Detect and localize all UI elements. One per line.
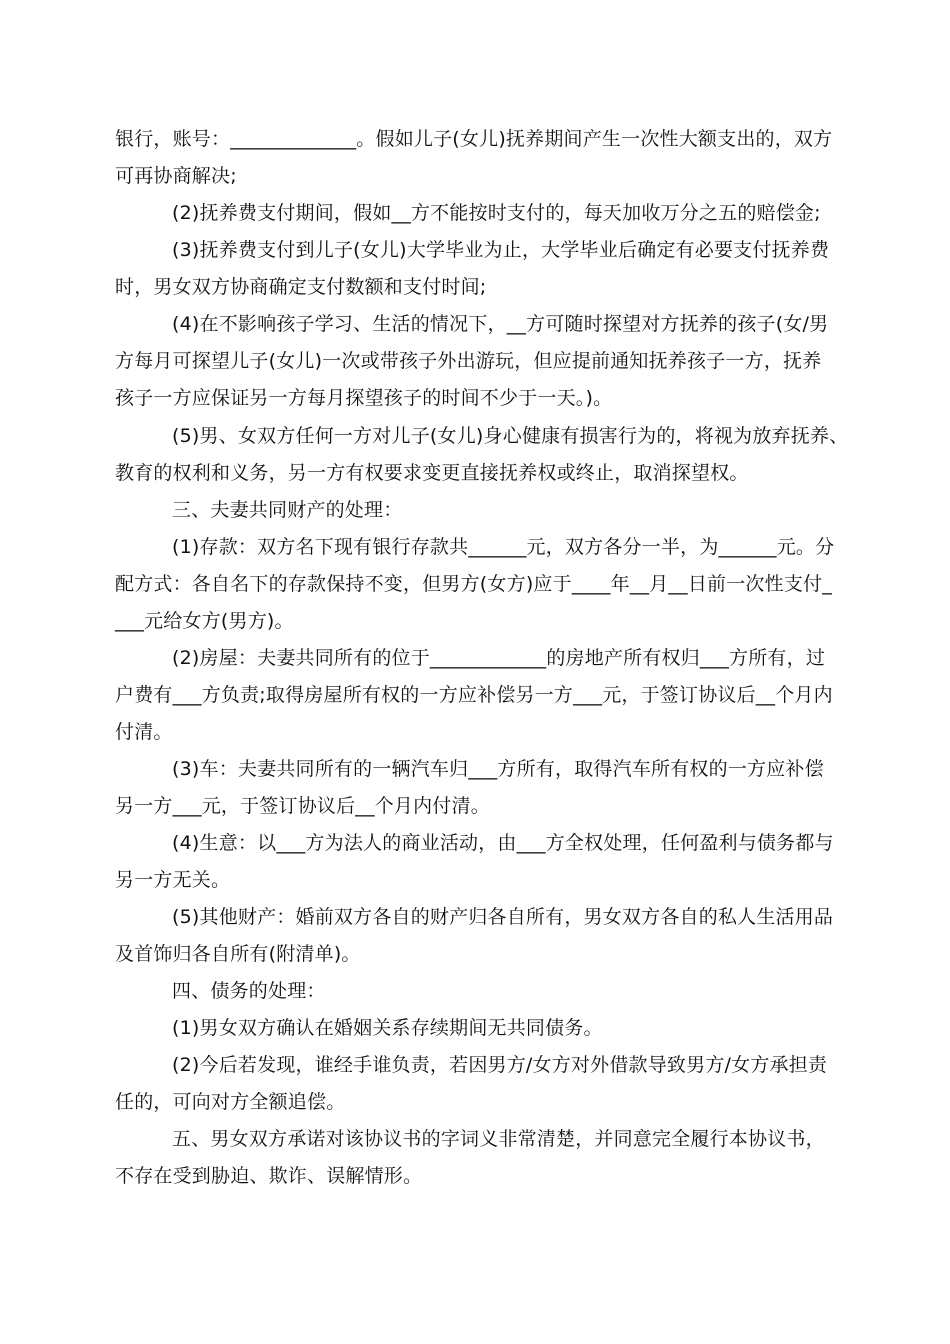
text-line: 任的，可向对方全额追偿。 xyxy=(115,1091,346,1113)
text-line: (5)男、女双方任何一方对儿子(女儿)身心健康有损害行为的，将视为放弃抚养、 xyxy=(172,425,849,447)
text-line: 时，男女双方协商确定支付数额和支付时间; xyxy=(115,276,487,298)
text-line: (2)今后若发现，谁经手谁负责，若因男方/女方对外借款导致男方/女方承担责 xyxy=(172,1054,828,1076)
section-heading: 三、夫妻共同财产的处理： xyxy=(172,499,403,521)
text-line: (3)车：夫妻共同所有的一辆汽车归___方所有，取得汽车所有权的一方应补偿 xyxy=(172,758,824,780)
text-line: 另一方___元，于签订协议后__个月内付清。 xyxy=(115,795,490,817)
text-line: 方每月可探望儿子(女儿)一次或带孩子外出游玩，但应提前通知抚养孩子一方，抚养 xyxy=(115,350,822,372)
text-line: (5)其他财产：婚前双方各自的财产归各自所有，男女双方各自的私人生活用品 xyxy=(172,906,834,928)
text-line: (4)生意：以___方为法人的商业活动，由___方全权处理，任何盈利与债务都与 xyxy=(172,832,834,854)
text-line: 教育的权利和义务，另一方有权要求变更直接抚养权或终止，取消探望权。 xyxy=(115,462,749,484)
text-line: (1)存款：双方名下现有银行存款共______元，双方各分一半，为______元。分 xyxy=(172,536,835,558)
section-heading: 五、男女双方承诺对该协议书的字词义非常清楚，并同意完全履行本协议书， xyxy=(172,1128,825,1150)
text-line: 及首饰归各自所有(附清单)。 xyxy=(115,943,361,965)
text-line: (2)房屋：夫妻共同所有的位于____________的房地产所有权归___方所有，过 xyxy=(172,647,826,669)
text-line: 不存在受到胁迫、欺诈、误解情形。 xyxy=(115,1165,423,1187)
text-line: ___元给女方(男方)。 xyxy=(115,610,294,632)
section-heading: 四、债务的处理： xyxy=(172,980,326,1002)
text-line: 户费有___方负责;取得房屋所有权的一方应补偿另一方___元，于签订协议后__个月内 xyxy=(115,684,833,706)
text-line: 可再协商解决; xyxy=(115,165,237,187)
text-line: 银行，账号：_____________。假如儿子(女儿)抚养期间产生一次性大额支出的，双方 xyxy=(115,128,833,150)
text-line: (2)抚养费支付期间，假如__方不能按时支付的，每天加收万分之五的赔偿金; xyxy=(172,202,821,224)
text-line: (1)男女双方确认在婚姻关系存续期间无共同债务。 xyxy=(172,1017,603,1039)
text-line: 配方式：各自名下的存款保持不变，但男方(女方)应于____年__月__日前一次性支付_ xyxy=(115,573,832,595)
text-line: 付清。 xyxy=(115,721,173,743)
text-line: 孩子一方应保证另一方每月探望孩子的时间不少于一天。)。 xyxy=(115,387,613,409)
text-line: (3)抚养费支付到儿子(女儿)大学毕业为止，大学毕业后确定有必要支付抚养费 xyxy=(172,239,830,261)
text-line: (4)在不影响孩子学习、生活的情况下，__方可随时探望对方抚养的孩子(女/男 xyxy=(172,313,829,335)
text-line: 另一方无关。 xyxy=(115,869,231,891)
